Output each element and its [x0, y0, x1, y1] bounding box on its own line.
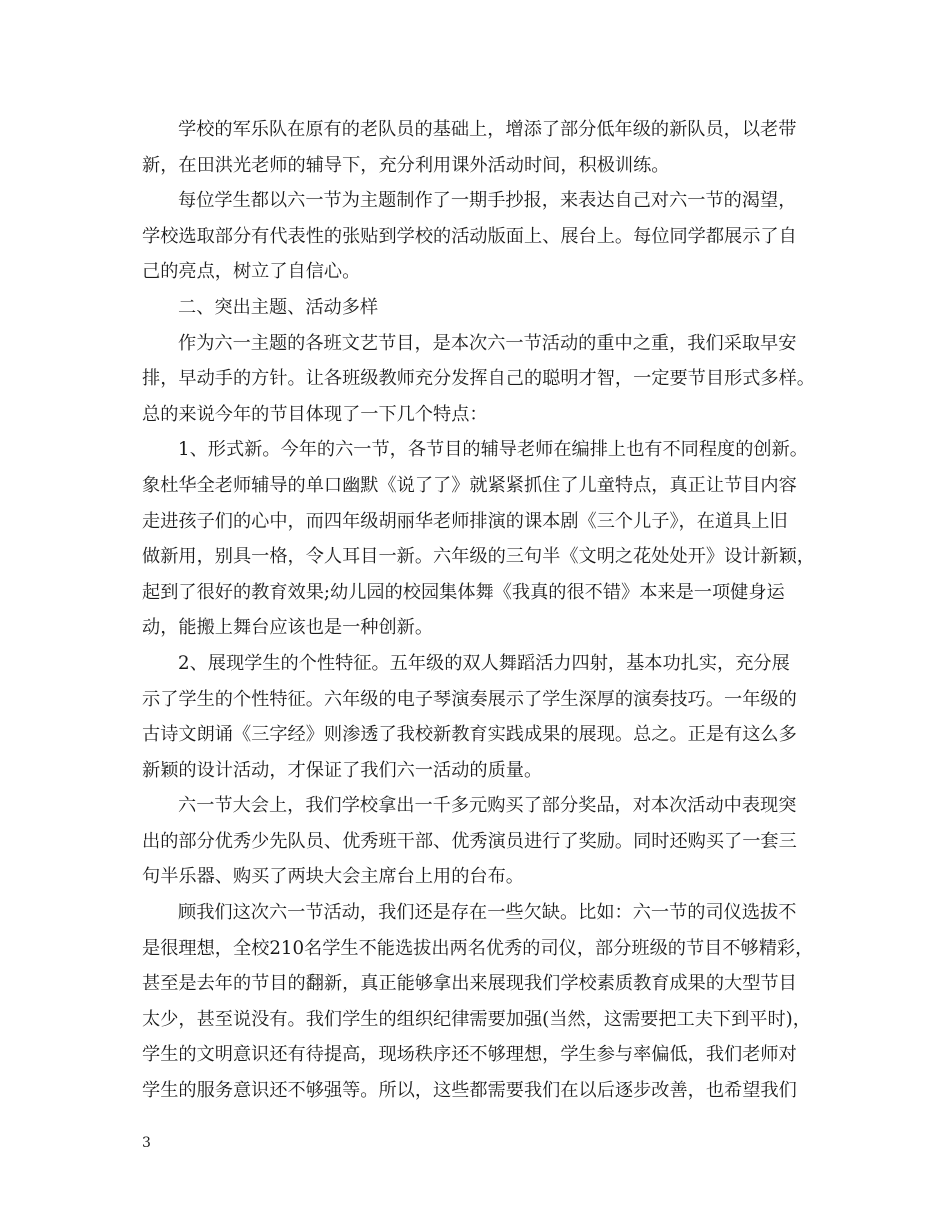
paragraph-first-line: 作为六一主题的各班文艺节目，是本次六一节活动的重中之重，我们采取早安 — [178, 332, 797, 354]
paragraph-line: 学生的服务意识还不够强等。所以，这些都需要我们在以后逐步改善，也希望我们 — [142, 1080, 797, 1102]
paragraph-line: 太少，甚至说没有。我们学生的组织纪律需要加强(当然，这需要把工夫下到平时)， — [142, 1008, 811, 1030]
page-number: 3 — [142, 1135, 151, 1151]
paragraph-line: 出的部分优秀少先队员、优秀班干部、优秀演员进行了奖励。同时还购买了一套三 — [142, 830, 797, 852]
paragraph-line: 做新用，别具一格，令人耳目一新。六年级的三句半《文明之花处处开》设计新颖， — [142, 546, 815, 568]
paragraph-first-line: 2、展现学生的个性特征。五年级的双人舞蹈活力四射，基本功扎实，充分展 — [178, 652, 790, 674]
paragraph — [142, 326, 815, 433]
paragraph — [142, 646, 812, 788]
paragraph-first-line: 六一节大会上，我们学校拿出一千多元购买了部分奖品，对本次活动中表现突 — [178, 795, 797, 817]
paragraph — [142, 183, 812, 290]
paragraph-line: 排，早动手的方针。让各班级教师充分发挥自己的聪明才智，一定要节目形式多样。 — [142, 368, 815, 390]
paragraph — [142, 290, 812, 326]
paragraph-first-line: 二、突出主题、活动多样 — [178, 296, 379, 318]
paragraph-line: 总的来说今年的节目体现了一下几个特点： — [142, 403, 488, 425]
paragraph-line: 甚至是去年的节目的翻新，真正能够拿出来展现我们学校素质教育成果的大型节目 — [142, 973, 797, 995]
paragraph-line: 新颖的设计活动，才保证了我们六一活动的质量。 — [142, 759, 543, 781]
paragraph — [142, 112, 812, 183]
paragraph-line: 动，能搬上舞台应该也是一种创新。 — [142, 617, 434, 639]
paragraph-line: 起到了很好的教育效果;幼儿园的校园集体舞《我真的很不错》本来是一项健身运 — [142, 581, 785, 603]
paragraph-first-line: 顾我们这次六一节活动，我们还是存在一些欠缺。比如：六一节的司仪选拔不 — [178, 902, 797, 924]
paragraph — [142, 895, 812, 1109]
paragraph-line: 走进孩子们的心中，而四年级胡丽华老师排演的课本剧《三个儿子》，在道具上旧 — [142, 510, 788, 532]
paragraph-first-line: 每位学生都以六一节为主题制作了一期手抄报，来表达自己对六一节的渴望， — [178, 190, 797, 212]
paragraph-first-line: 学校的军乐队在原有的老队员的基础上，增添了部分低年级的新队员，以老带 — [178, 119, 797, 140]
paragraph-line: 古诗文朗诵《三字经》则渗透了我校新教育实践成果的展现。总之。正是有这么多 — [142, 724, 797, 746]
paragraph-line: 句半乐器、购买了两块大会主席台上用的台布。 — [142, 866, 524, 888]
paragraph-line: 新，在田洪光老师的辅导下，充分利用课外活动时间，积极训练。 — [142, 154, 670, 176]
paragraph-line: 是很理想，全校210名学生不能选拔出两名优秀的司仪，部分班级的节目不够精彩， — [142, 937, 814, 959]
paragraph — [142, 432, 815, 646]
paragraph-line: 示了学生的个性特征。六年级的电子琴演奏展示了学生深厚的演奏技巧。一年级的 — [142, 688, 797, 710]
paragraph-line: 己的亮点，树立了自信心。 — [142, 261, 361, 283]
paragraph-line: 学生的文明意识还有待提高，现场秩序还不够理想，学生参与率偏低，我们老师对 — [142, 1044, 797, 1066]
paragraph-line: 学校选取部分有代表性的张贴到学校的活动版面上、展台上。每位同学都展示了自 — [142, 225, 797, 247]
document-body — [142, 112, 815, 1109]
paragraph-line: 象杜华全老师辅导的单口幽默《说了了》就紧紧抓住了儿童特点，真正让节目内容 — [142, 474, 797, 496]
paragraph-first-line: 1、形式新。今年的六一节，各节目的辅导老师在编排上也有不同程度的创新。 — [178, 439, 808, 461]
paragraph — [142, 788, 812, 895]
